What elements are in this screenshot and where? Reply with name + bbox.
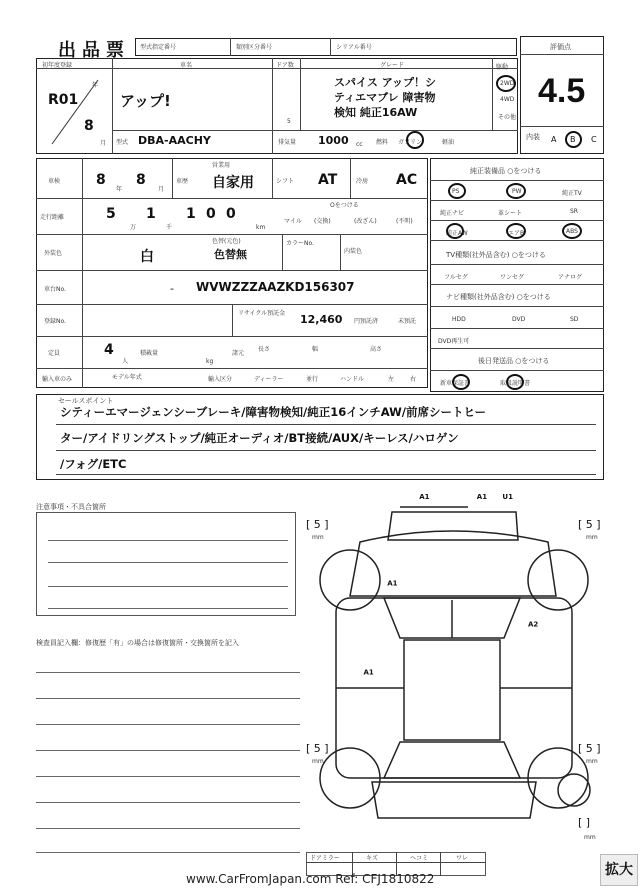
import-only-label: 輸入車のみ <box>42 376 73 383</box>
chassis-prefix: - <box>170 282 174 295</box>
model-year-label: モデル年式 <box>112 374 142 381</box>
first-reg-month-unit: 月 <box>100 140 107 147</box>
grade-label: グレード <box>380 62 405 69</box>
mileage-man: 万 <box>130 224 137 231</box>
navi-dvd: DVD <box>512 316 526 323</box>
mileage-sen: 千 <box>166 224 173 231</box>
shift-label: シフト <box>276 178 295 185</box>
color-value: 白 <box>140 249 154 265</box>
caution-label: 注意事項・不具合箇所 <box>36 503 106 511</box>
mileage-opt-unknown: (不明) <box>396 218 413 225</box>
interior-label: 内装 <box>526 133 540 141</box>
grade-line-3: 検知 純正16AW <box>334 106 418 119</box>
import-dealer: ディーラー <box>254 376 284 383</box>
navi-hdd: HDD <box>452 316 466 323</box>
model-label: 型式 <box>116 139 129 146</box>
door-label: ドア数 <box>276 62 294 69</box>
inspection-label: 車検 <box>48 178 61 185</box>
door-value: 5 <box>287 118 291 125</box>
navi-title: ナビ種類(社外品含む) ○をつける <box>446 293 551 301</box>
displacement-label: 排気量 <box>278 139 297 146</box>
use-note: 営業用 <box>212 162 231 169</box>
use-label: 車歴 <box>176 178 189 185</box>
tire-front-left-label: [ 5 ] <box>306 518 329 531</box>
tire-front-right-mm: mm <box>586 534 598 541</box>
mileage-mark-note: Oをつける <box>330 202 359 209</box>
chassis-value: WVWZZZAAZKD156307 <box>196 280 355 294</box>
mileage-label: 走行距離 <box>40 214 65 221</box>
drive-2wd: 2WD <box>500 80 515 87</box>
score-value: 4.5 <box>538 72 586 110</box>
category-no-label: 類別区分番号 <box>236 44 273 51</box>
drive-other: その他 <box>498 114 517 121</box>
use-value: 自家用 <box>212 175 254 191</box>
eval-label: 評価点 <box>550 43 571 51</box>
tire-rear-right-mm: mm <box>586 758 598 765</box>
equip-navi: 純正ナビ <box>440 210 465 217</box>
equip-airbag: エアB <box>508 230 525 237</box>
color-change-label: 色替(元色) <box>212 238 241 245</box>
mileage-digit-4: 0 <box>206 206 216 222</box>
capacity-label: 定員 <box>48 350 61 357</box>
handle-right: 右 <box>410 376 417 383</box>
mileage-digit-5: 0 <box>226 206 236 222</box>
inspector-label: 検査員記入欄：修復歴「有」の場合は修復箇所・交換箇所を記入 <box>36 639 239 647</box>
import-parallel: 並行 <box>306 376 319 383</box>
front-bumper-outline <box>388 512 518 540</box>
mileage-digit-3: 1 <box>186 206 196 222</box>
load-unit: kg <box>206 358 214 365</box>
tire-rear-right-label: [ 5 ] <box>578 742 601 755</box>
mileage-opt-tampered: (改ざん) <box>354 218 377 225</box>
cc-unit: cc <box>356 141 363 148</box>
fuel-label: 燃料 <box>376 139 389 146</box>
damage-mark-3: A1 <box>387 579 398 588</box>
sales-point-label: セールスポイント <box>58 397 114 405</box>
first-reg-label: 初年度登録 <box>42 62 73 69</box>
inspection-year: 8 <box>96 172 106 188</box>
tv-fullseg: フルセグ <box>444 274 468 281</box>
legend-mirror: ドアミラー <box>310 855 340 862</box>
fuel-light-oil: 軽油 <box>442 139 455 146</box>
grade-line-1: スパイス アップ！シ <box>334 76 436 89</box>
load-label: 積載量 <box>140 350 159 357</box>
first-reg-year-unit: 年 <box>92 82 99 89</box>
damage-mark-5: A1 <box>363 668 374 677</box>
type-cert-label: 型式指定番号 <box>140 44 177 51</box>
dim-length: 長さ <box>258 346 271 353</box>
sales-point-line-1: シティーエマージェンシーブレーキ/障害物検知/純正16インチAW/前席シートヒー <box>60 405 487 419</box>
front-left-tire <box>320 550 380 610</box>
equip-tv: 純正TV <box>562 190 582 197</box>
damage-mark-0: A1 <box>419 493 430 501</box>
capacity-value: 4 <box>104 342 114 358</box>
tire-rear-left-mm: mm <box>312 758 324 765</box>
displacement-value: 1000 <box>318 134 349 147</box>
navi-sd: SD <box>570 316 579 323</box>
color-change-value: 色替無 <box>214 248 247 261</box>
ac-label: 冷房 <box>356 178 369 185</box>
dvd-playable: DVD再生可 <box>438 338 470 345</box>
drive-label: 駆動 <box>496 64 509 71</box>
trunk-outline <box>372 782 536 818</box>
tire-front-right-label: [ 5 ] <box>578 518 601 531</box>
handle-left: 左 <box>388 376 395 383</box>
interior-color-label: 内装色 <box>344 248 363 255</box>
later-warranty: 新車保証書 <box>440 380 471 387</box>
mileage-opt-mile: マイル <box>284 218 302 225</box>
inspection-month-unit: 月 <box>158 186 165 193</box>
front-right-tire <box>528 550 588 610</box>
car-name-value: アップ! <box>120 92 171 110</box>
drive-4wd: 4WD <box>500 96 515 103</box>
dims-label: 諸元 <box>232 350 245 357</box>
damage-mark-2: U1 <box>502 493 513 501</box>
equip-aw: 純正AW <box>446 230 468 237</box>
tv-oneseg: ワンセグ <box>500 274 525 281</box>
interior-grade-c: C <box>591 135 597 144</box>
legend-scratch: キズ <box>366 855 378 862</box>
sales-point-line-2: ター/アイドリングストップ/純正オーディオ/BT接続/AUX/キーレス/ハロゲン <box>60 431 459 445</box>
roof-outline <box>404 640 500 740</box>
tire-rear-left-label: [ 5 ] <box>306 742 329 755</box>
ac-value: AC <box>396 172 418 188</box>
damage-mark-1: A1 <box>476 493 488 501</box>
dim-width: 幅 <box>312 346 319 353</box>
first-reg-year: R01 <box>48 92 79 108</box>
interior-grade-a: A <box>551 135 557 144</box>
tire-spare-label: [ ] <box>578 816 591 829</box>
chassis-label: 車台No. <box>44 286 66 293</box>
tv-analog: アナログ <box>558 274 583 281</box>
inspection-month: 8 <box>136 172 146 188</box>
later-manual: 取扱説明書 <box>500 380 531 387</box>
capacity-unit: 人 <box>122 358 129 365</box>
color-label: 外装色 <box>44 250 63 257</box>
grade-line-2: ティエマブレ 障害物 <box>334 91 436 104</box>
recycle-not: 未預託 <box>398 318 417 325</box>
equip-abs: ABS <box>566 228 578 235</box>
sales-point-line-3: /フォグ/ETC <box>60 457 127 471</box>
import-type-label: 輸入区分 <box>208 376 233 383</box>
sheet-title: 出品票 <box>58 40 130 61</box>
equip-sr: SR <box>570 208 578 215</box>
model-value: DBA-AACHY <box>138 134 211 147</box>
dim-height: 高さ <box>370 346 383 353</box>
legend-dent: ヘコミ <box>410 855 429 862</box>
interior-grade-b: B <box>570 135 576 144</box>
recycle-value: 12,460 <box>300 313 343 326</box>
legend-crack: ワレ <box>456 855 469 862</box>
fuel-gasoline: ガソリン <box>398 139 423 146</box>
equip-ps: PS <box>452 188 460 195</box>
handle-label: ハンドル <box>340 376 365 383</box>
later-title: 後日発送品 ○をつける <box>478 357 550 365</box>
registration-label: 登録No. <box>44 318 66 325</box>
first-reg-month: 8 <box>84 118 94 134</box>
mileage-km: km <box>256 224 266 231</box>
watermark: www.CarFromJapan.com Ref: CFJ1810822 <box>186 872 435 886</box>
mileage-digit-2: 1 <box>146 206 156 222</box>
tire-spare-mm: mm <box>584 834 596 841</box>
equip-pw: PW <box>512 188 522 195</box>
recycle-label: リサイクル預託金 <box>238 310 286 317</box>
oem-title: 純正装備品 ○をつける <box>470 167 542 175</box>
mileage-opt-exchange: (交換) <box>314 218 331 225</box>
damage-mark-4: A2 <box>528 620 539 629</box>
color-no-label: カラーNo. <box>286 240 314 247</box>
car-name-label: 車名 <box>180 62 193 69</box>
shift-value: AT <box>318 172 338 188</box>
equip-leather: 革シート <box>498 210 523 217</box>
inspection-year-unit: 年 <box>116 186 123 193</box>
mileage-digit-1: 5 <box>106 206 116 222</box>
recycle-unit: 円預託済 <box>354 318 379 325</box>
zoom-button[interactable]: 拡大 <box>600 854 638 886</box>
tv-title: TV種類(社外品含む) ○をつける <box>446 251 546 259</box>
serial-no-label: シリアル番号 <box>336 44 372 51</box>
rear-window-outline <box>384 742 520 778</box>
tire-front-left-mm: mm <box>312 534 324 541</box>
